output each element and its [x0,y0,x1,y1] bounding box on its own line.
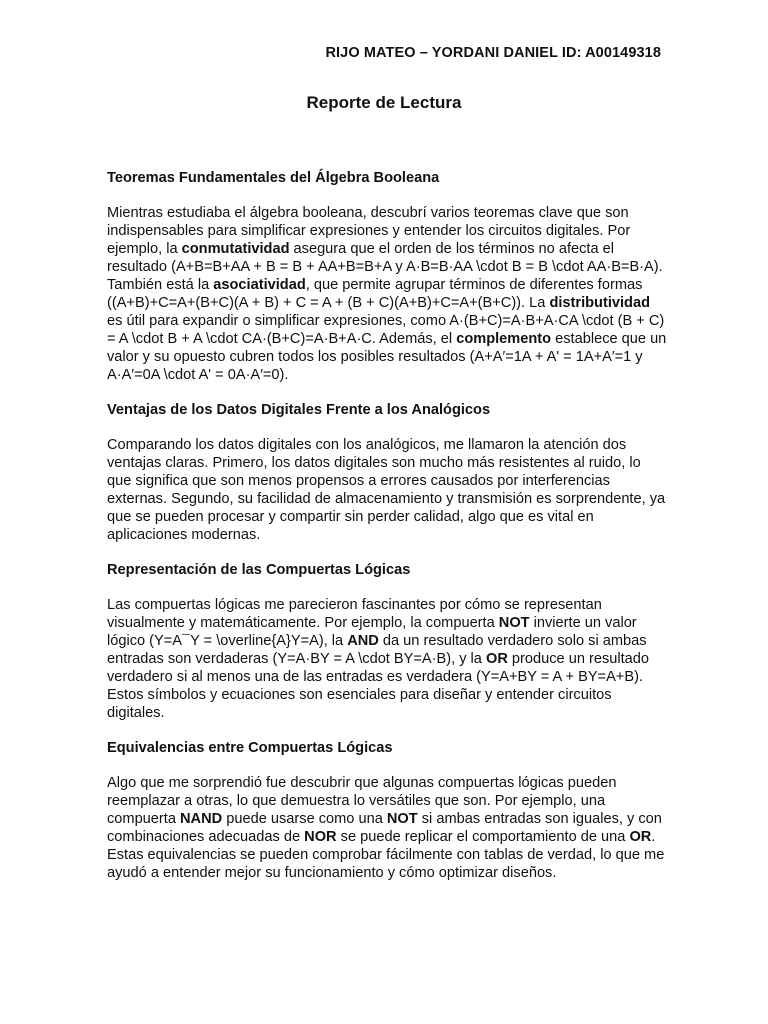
paragraph-text: Algo que me sorprendió fue descubrir que algunas compuertas lógicas pueden reemplazar a otras, lo que demuestra lo versátiles que son. Por ejemplo, una compuerta [107,775,617,827]
section-representacion [107,560,667,722]
page-title: Reporte de Lectura [306,93,462,112]
paragraph-text: produce un resultado verdadero si al menos una de las entradas es verdadera (Y=A+BY = A + BY=A+B). Estos símbolos y ecuaciones son esenciales para diseñar y entender circuitos digitales. [107,651,650,721]
paragraph-text: asegura que el orden de los términos no afecta el resultado (A+B=B+AA + B = B + AA+B=B+A y A·B=B·AA \cdot B = B \cdot AA·B=B·A). También está la [107,241,663,293]
bold-term: asociatividad [213,277,306,293]
section-paragraph [107,774,667,882]
bold-term: NOR [304,829,337,845]
section-paragraph [107,204,667,384]
paragraph-text: se puede replicar el comportamiento de una [336,829,630,845]
bold-term: conmutatividad [181,241,290,257]
paragraph-text: Comparando los datos digitales con los analógicos, me llamaron la atención dos ventajas claras. Primero, los datos digitales son mucho más resistentes al ruido, lo que significa que son menos propensos a errores causados por interferencias externas. Segundo, su facilidad de almacenamiento y transmisión es sorprendente, ya que se pueden procesar y compartir sin perder calidad, algo que es vital en aplicaciones modernas. [107,437,666,543]
section-equivalencias [107,738,667,882]
paragraph-text: invierte un valor lógico (Y=A¯Y = \overline{A}Y=A), la [107,615,637,649]
bold-term: NOT [386,811,418,827]
bold-term: AND [347,633,379,649]
bold-term: OR [629,829,652,845]
bold-term: NOT [498,615,530,631]
section-paragraph [107,596,667,722]
section-heading: Equivalencias entre Compuertas Lógicas [107,740,393,756]
section-paragraph [107,436,667,544]
section-teoremas [107,168,667,384]
author-line: RIJO MATEO – YORDANI DANIEL ID: A00149318 [325,45,661,61]
paragraph-text: establece que un valor y su opuesto cubren todos los posibles resultados (A+A′=1A + A' = 1A+A′=1 y A·A′=0A \cdot A' = 0A·A′=0). [107,331,667,383]
bold-term: OR [485,651,508,667]
bold-term: NAND [180,811,223,827]
document-body [107,168,667,898]
paragraph-text: Mientras estudiaba el álgebra booleana, descubrí varios teoremas clave que son indispensables para simplificar expresiones y entender los circuitos digitales. Por ejemplo, la [107,205,631,257]
bold-term: complemento [456,331,552,347]
paragraph-text: , que permite agrupar términos de diferentes formas ((A+B)+C=A+(B+C)(A + B) + C = A + (B + C)(A+B)+C=A+(B+C)). La [107,277,643,311]
paragraph-text: puede usarse como una [222,811,387,827]
paragraph-text: es útil para expandir o simplificar expresiones, como A·(B+C)=A·B+A·CA \cdot (B + C) = A \cdot B + A \cdot CA·(B+C)=A·B+A·C. Además, el [107,313,665,347]
section-heading: Teoremas Fundamentales del Álgebra Booleana [107,170,440,186]
paragraph-text: da un resultado verdadero solo si ambas entradas son verdaderas (Y=A·BY = A \cdot BY=A·B), y la [107,633,647,667]
bold-term: distributividad [549,295,650,311]
paragraph-text: Las compuertas lógicas me parecieron fascinantes por cómo se representan visualmente y matemáticamente. Por ejemplo, la compuerta [107,597,602,631]
paragraph-text: . Estas equivalencias se pueden comprobar fácilmente con tablas de verdad, lo que me ayudó a entender mejor su funcionamiento y cómo optimizar diseños. [107,829,665,881]
paragraph-text: si ambas entradas son iguales, y con combinaciones adecuadas de [107,811,662,845]
section-heading: Representación de las Compuertas Lógicas [107,562,411,578]
section-heading: Ventajas de los Datos Digitales Frente a los Analógicos [107,402,491,418]
section-ventajas [107,400,667,544]
